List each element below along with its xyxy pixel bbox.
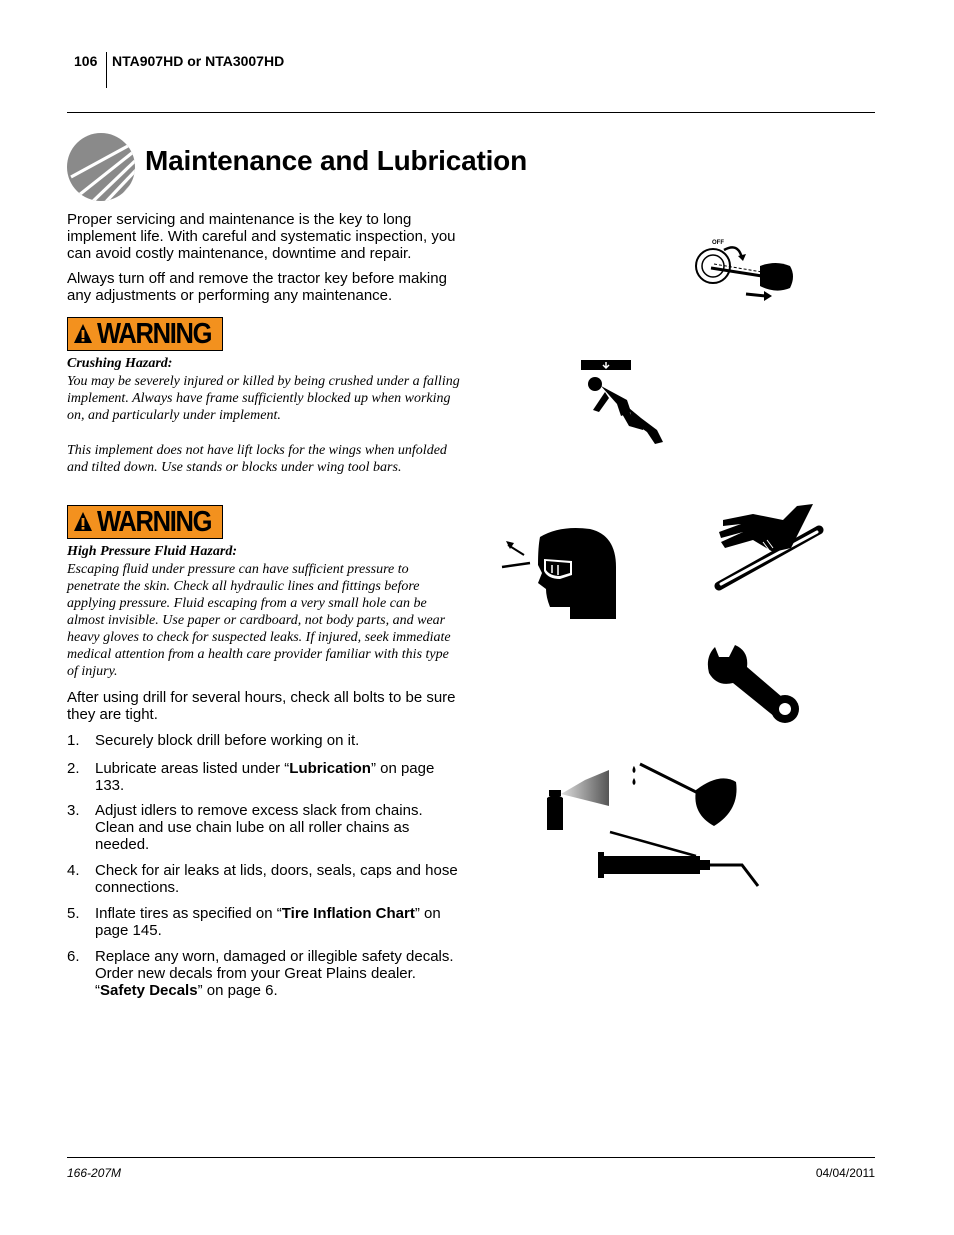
spray-can-icon bbox=[545, 768, 613, 832]
list-item: 3. Adjust idlers to remove excess slack from chains. Clean and use chain lube on all roller chains as needed. bbox=[67, 802, 423, 853]
wrench-icon bbox=[705, 643, 801, 725]
intro-paragraph: Always turn off and remove the tractor key before making any adjustments or performing any maintenance. bbox=[67, 270, 447, 304]
eye-protection-icon bbox=[500, 527, 618, 619]
warning-label bbox=[67, 505, 223, 539]
bolt-check-paragraph: After using drill for several hours, check all bolts to be sure they are tight. bbox=[67, 689, 456, 723]
safety-decals-link[interactable]: Safety Decals bbox=[100, 982, 198, 999]
list-item: 2. Lubricate areas listed under “Lubrication” on page 133. bbox=[67, 760, 435, 794]
high-pressure-fluid-icon bbox=[713, 502, 823, 592]
warning-text: WARNING bbox=[97, 506, 212, 538]
oil-can-icon bbox=[630, 760, 740, 828]
intro-paragraph: Proper servicing and maintenance is the key to long implement life. With careful and systematic inspection, you can avoid costly maintenance, downtime and repair. bbox=[67, 211, 456, 262]
warning-triangle-icon bbox=[73, 511, 93, 533]
fluid-hazard-text: Escaping fluid under pressure can have sufficient pressure to penetrate the skin. Check all hydraulic lines and fittings before applying pressure. Fluid escaping from a very small hole can be almost invisible. Use paper or cardboard, not body parts, and wear heavy gloves to check for suspected leaks. If injured, seek immediate medical attention from a health care provider familiar with this type of injury. bbox=[67, 562, 451, 679]
top-rule bbox=[67, 112, 875, 113]
warning-text: WARNING bbox=[97, 318, 212, 350]
document-date: 04/04/2011 bbox=[815, 1166, 875, 1180]
crushing-hazard-title: Crushing Hazard: bbox=[67, 356, 173, 371]
warning-triangle-icon bbox=[73, 323, 93, 345]
tire-inflation-chart-link[interactable]: Tire Inflation Chart bbox=[281, 905, 415, 922]
document-number: 166-207M bbox=[67, 1166, 122, 1180]
crushing-hazard-text: You may be severely injured or killed by being crushed under a falling implement. Always have frame sufficiently blocked up when working on, and particularly under implement. bbox=[67, 374, 460, 423]
page-number: 106 bbox=[74, 53, 98, 69]
page-title: Maintenance and Lubrication bbox=[145, 145, 527, 176]
list-item: 5. Inflate tires as specified on “Tire Inflation Chart” on page 145. bbox=[67, 905, 441, 939]
document-model: NTA907HD or NTA3007HD bbox=[112, 53, 285, 69]
bottom-rule bbox=[67, 1157, 875, 1158]
grease-gun-icon bbox=[596, 830, 760, 888]
list-item: 4. Check for air leaks at lids, doors, seals, caps and hose connections. bbox=[67, 862, 458, 896]
tractor-key-off-icon bbox=[694, 236, 798, 304]
warning-label bbox=[67, 317, 223, 351]
crushing-hazard-icon bbox=[581, 360, 667, 446]
key-off-label: OFF bbox=[712, 240, 724, 246]
list-item: 1. Securely block drill before working on it. bbox=[67, 732, 360, 749]
header-divider bbox=[106, 52, 107, 88]
list-item: 6. Replace any worn, damaged or illegible safety decals. Order new decals from your Great Plains dealer. “Safety Decals” on page 6. bbox=[67, 948, 454, 999]
fluid-hazard-title: High Pressure Fluid Hazard: bbox=[67, 544, 237, 559]
lubrication-link[interactable]: Lubrication bbox=[289, 760, 371, 777]
great-plains-logo-icon bbox=[67, 133, 135, 201]
crushing-hazard-note: This implement does not have lift locks for the wings when unfolded and tilted down. Use stands or blocks under wing tool bars. bbox=[67, 443, 447, 475]
